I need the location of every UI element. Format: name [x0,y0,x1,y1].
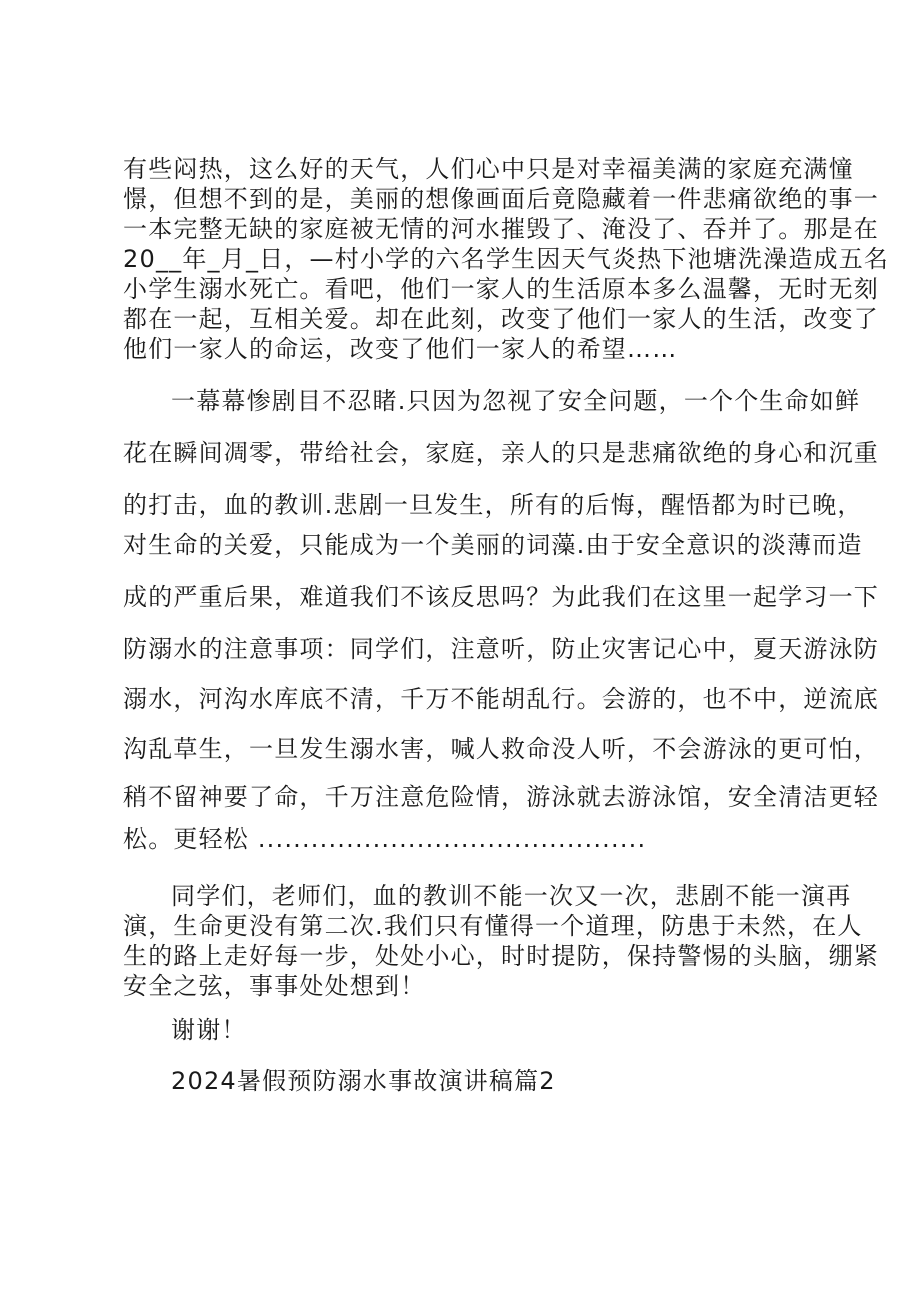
paragraph-1-line-6: 都在一起，互相关爱。却在此刻，改变了他们一家人的生活，改变了 [123,305,879,333]
paragraph-1-line-1: 有些闷热，这么好的天气，人们心中只是对幸福美满的家庭充满憧 [123,155,854,183]
paragraph-2-line-2: 花在瞬间凋零，带给社会，家庭，亲人的只是悲痛欲绝的身心和沉重 [123,439,879,467]
paragraph-2-line-4: 对生命的关爱，只能成为一个美丽的词藻.由于安全意识的淡薄而造 [123,531,863,559]
paragraph-2-line-10: 松。更轻松 ............................................ [123,825,647,853]
paragraph-2-line-7: 溺水，河沟水库底不清，千万不能胡乱行。会游的，也不中，逆流底 [123,685,879,713]
paragraph-1-line-2: 憬，但想不到的是，美丽的想像画面后竟隐藏着一件悲痛欲绝的事一 [123,185,879,213]
paragraph-2-line-5: 成的严重后果，难道我们不该反思吗？为此我们在这里一起学习一下 [123,583,879,611]
thanks-text: 谢谢！ [171,1016,247,1044]
section-heading: 2024暑假预防溺水事故演讲稿篇2 [171,1067,556,1095]
paragraph-1-line-5: 小学生溺水死亡。看吧，他们一家人的生活原本多么温馨，无时无刻 [123,275,879,303]
paragraph-1-line-7: 他们一家人的命运，改变了他们一家人的希望…… [123,335,678,363]
paragraph-3-line-2: 演，生命更没有第二次.我们只有懂得一个道理，防患于未然，在人 [123,912,863,940]
paragraph-3-line-3: 生的路上走好每一步，处处小心，时时提防，保持警惕的头脑，绷紧 [123,942,879,970]
paragraph-2-line-1: 一幕幕惨剧目不忍睹.只因为忽视了安全问题，一个个生命如鲜 [171,387,861,415]
paragraph-2-line-9: 稍不留神要了命，千万注意危险情，游泳就去游泳馆，安全清洁更轻 [123,783,879,811]
paragraph-2-line-3: 的打击，血的教训.悲剧一旦发生，所有的后悔，醒悟都为时已晚， [123,491,863,519]
paragraph-3-line-1: 同学们，老师们，血的教训不能一次又一次，悲剧不能一演再 [171,882,852,910]
paragraph-2-line-8: 沟乱草生，一旦发生溺水害，喊人救命没人听，不会游泳的更可怕， [123,735,879,763]
paragraph-2-line-6: 防溺水的注意事项：同学们，注意听，防止灾害记心中，夏天游泳防 [123,635,879,663]
paragraph-1-line-3: 一本完整无缺的家庭被无情的河水摧毁了、淹没了、吞并了。那是在 [123,215,879,243]
paragraph-3-line-4: 安全之弦，事事处处想到！ [123,972,426,1000]
paragraph-1-line-4: 20__年_月_日，—村小学的六名学生因天气炎热下池塘洗澡造成五名 [123,245,890,273]
